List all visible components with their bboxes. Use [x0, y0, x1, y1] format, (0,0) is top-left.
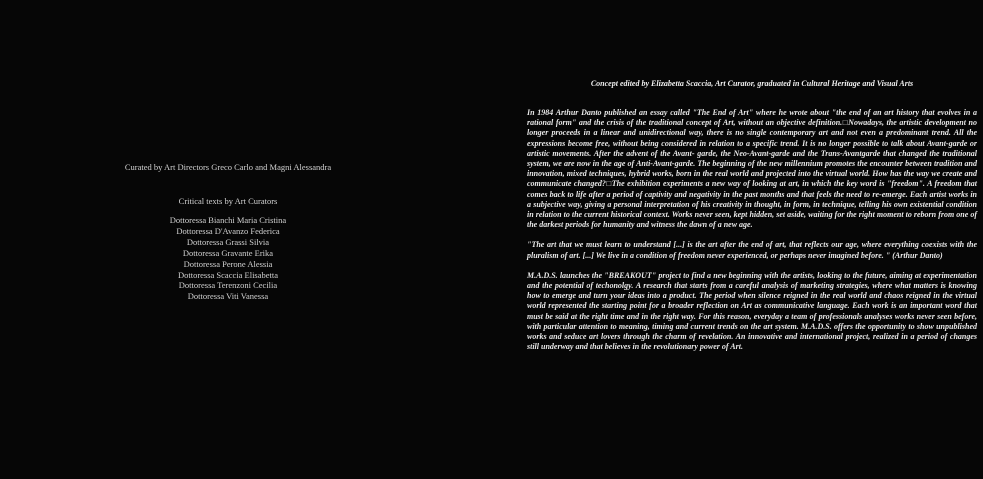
concept-paragraph-quote: "The art that we must learn to understand [...] is the art after the end of art, that reflects our age, where everything coexists with the pluralism of art. [...] We live in a condition of freedom never experienced, or perhaps never imagined before. " (Arthur Danto) — [527, 240, 977, 260]
curator-name: Dottoressa Grassi Silvia — [186, 236, 270, 247]
curator-name: Dottoressa Gravante Erika — [182, 247, 274, 258]
curator-name: Dottoressa Perone Alessia — [183, 258, 273, 269]
curator-name: Dottoressa Viti Vanessa — [187, 291, 269, 302]
right-page-concept — [527, 79, 977, 362]
curated-by-line: Curated by Art Directors Greco Carlo and Magni Alessandra — [124, 162, 332, 172]
curators-list — [30, 215, 426, 302]
concept-byline: Concept edited by Elizabetta Scaccia, Art Curator, graduated in Cultural Heritage and Visual Arts — [590, 79, 914, 88]
critical-texts-line: Critical texts by Art Curators — [178, 196, 278, 206]
curator-name: Dottoressa Terenzoni Cecilia — [178, 280, 278, 291]
concept-paragraph-mads: M.A.D.S. launches the "BREAKOUT" project to find a new beginning with the artists, looking to the future, aiming at experimentation and the potential of techonolgy. A research that starts from a careful analysis of marketing strategies, where what matters is knowing how to emerge and turn your ideas into a product. The period when silence reigned in the real world and chaos reigned in the virtual world represented the starting point for a broader reflection on Art as communicative language. Each work is an important word that must be said at the right time and in the right way. For this reason, everyday a team of professionals analyses works never seen before, with particular attention to meaning, timing and current trends on the art system. M.A.D.S. offers the opportunity to show unpublished works and seduce art lovers through the charm of revelation. An innovative and international project, realized in a period of changes still underway and that believes in the revolutionary power of Art. — [527, 270, 977, 352]
curator-name: Dottoressa Bianchi Maria Cristina — [169, 215, 287, 225]
concept-paragraph-danto: In 1984 Arthur Danto published an essay called "The End of Art" where he wrote about "the end of an art history that evolves in a rational form" and the crisis of the traditional concept of Art, without an objective definition.□Nowadays, the artistic development no longer proceeds in a linear and unidirectional way, there is no single contemporary art and not even a predominant trend. All the expressions become free, without being considered in relation to a specific trend. It is no longer possible to talk about Avant-garde or artistic movements. After the advent of the Avant- garde, the Neo-Avant-garde and the Trans-Avantgarde that changed the traditional system, we are now in the age of Anti-Avant-garde. The beginning of the new millennium promotes the encounter between tradition and innovation, mixed techniques, hybrid works, born in the real world and projected into the virtual world. How has the way we create and communicate changed?□The exhibition experiments a new way of looking at art, in which the key word is "freedom". A freedom that comes back to life after a period of captivity and negativity in the past months and that feels the need to re-emerge. Each artist works in a subjective way, giving a personal interpretation of his creativity in thought, in form, in technique, telling his own existential condition in relation to the current historical context. Works never seen, kept hidden, set aside, waiting for the right moment to reborn from one of the darkest periods for humanity and witness the dawn of a new age. — [527, 108, 977, 230]
curator-name: Dottoressa D'Avanzo Federica — [176, 225, 280, 236]
concept-body — [527, 108, 977, 352]
curator-name: Dottoressa Scaccia Elisabetta — [177, 269, 279, 280]
left-page-credits — [30, 162, 426, 302]
